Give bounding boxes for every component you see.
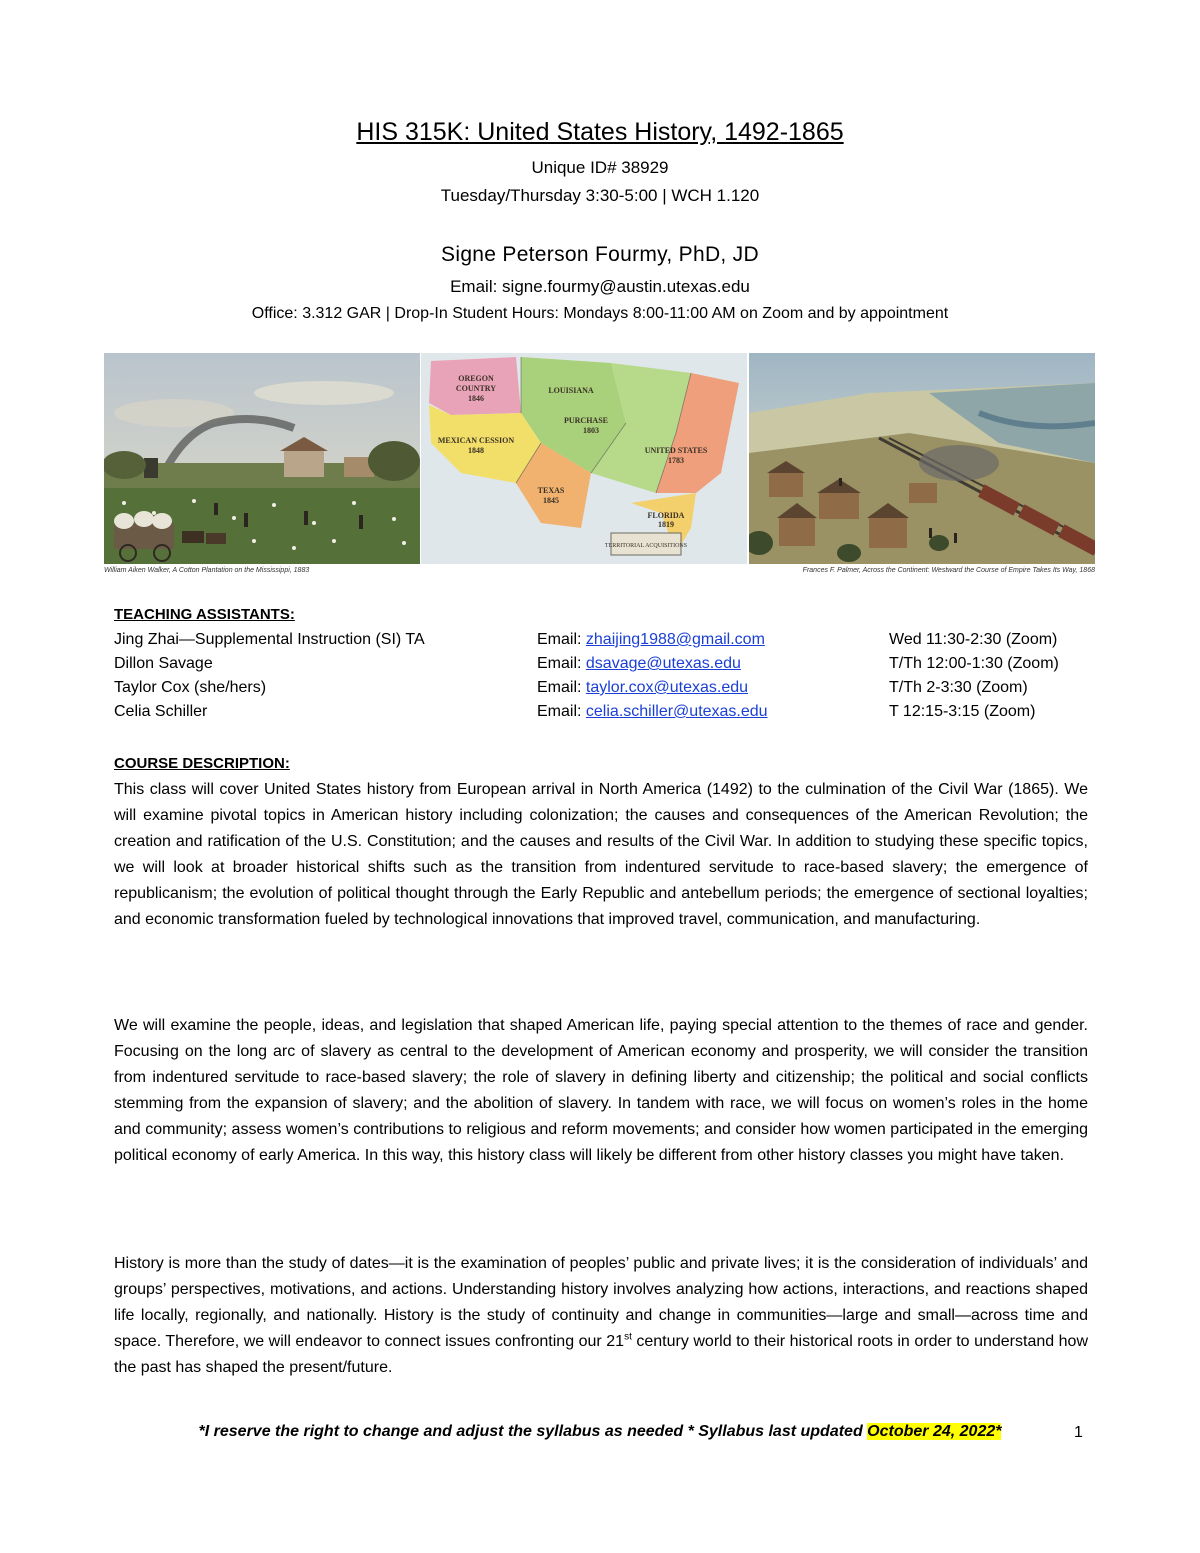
territorial-acquisitions-map <box>421 353 747 564</box>
image-caption-right: Frances F. Palmer, Across the Continent: Westward the Course of Empire Takes Its Way, 1868 <box>802 567 1095 574</box>
teaching-assistants-heading: TEACHING ASSISTANTS: <box>114 606 295 623</box>
instructor-email: Email: signe.fourmy@austin.utexas.edu <box>450 277 750 296</box>
ta-email-link[interactable]: celia.schiller@utexas.edu <box>585 703 768 720</box>
course-description-heading: COURSE DESCRIPTION: <box>114 755 290 772</box>
image-caption-left: William Aiken Walker, A Cotton Plantation on the Mississippi, 1883 <box>104 567 310 574</box>
updated-date-highlight: October 24, 2022* <box>867 1423 1002 1440</box>
map-label: PURCHASE <box>563 416 609 425</box>
ta-email-cell <box>537 679 748 697</box>
ta-row <box>0 655 1200 679</box>
class-schedule: Tuesday/Thursday 3:30-5:00 | WCH 1.120 <box>440 186 760 205</box>
ta-name: Jing Zhai—Supplemental Instruction (SI) TA <box>114 631 425 648</box>
ta-hours: Wed 11:30-2:30 (Zoom) <box>889 631 1058 648</box>
ta-email-link[interactable]: dsavage@utexas.edu <box>585 655 741 672</box>
ta-email-label: Email: <box>537 679 582 696</box>
instructor-name: Signe Peterson Fourmy, PhD, JD <box>441 243 759 266</box>
map-label: 1803 <box>583 426 599 435</box>
map-label: TEXAS <box>537 486 565 495</box>
description-paragraph-1: This class will cover United States history from European arrival in North America (1492) to the culmination of the Civil War (1865). We will examine pivotal topics in American history including colonization; the causes and consequences of the American Revolution; the creation and ratification of the U.S. Constitution; and the causes and results of the Civil War. In addition to studying these specific topics, we will look at broader historical shifts such as the transition from indentured servitude to race-based slavery; the emergence of republicanism; the evolution of political thought through the Early Republic and antebellum periods; the emergence of sectional loyalties; and economic transformation fueled by technological innovations that improved travel, communication, and manufacturing. <box>114 781 1088 928</box>
ta-row <box>0 679 1200 703</box>
map-label: 1846 <box>468 394 484 403</box>
ta-email-label: Email: <box>537 631 582 648</box>
map-label: MEXICAN CESSION <box>437 436 515 445</box>
ta-email-label: Email: <box>537 703 582 720</box>
map-label: FLORIDA <box>647 511 685 520</box>
paragraph-text: century world to their historical roots in order to understand how the past has shaped the present/future. <box>114 1333 1089 1376</box>
westward-railroad-painting <box>749 353 1095 564</box>
office-hours: Office: 3.312 GAR | Drop-In Student Hours: Mondays 8:00-11:00 AM on Zoom and by appointment <box>251 305 949 322</box>
ta-hours: T/Th 2-3:30 (Zoom) <box>889 679 1028 696</box>
ta-email-link[interactable]: taylor.cox@utexas.edu <box>585 679 749 696</box>
paragraph-text: History is more than the study of dates—it is the examination of peoples’ public and private lives; it is the consideration of individuals’ and groups’ perspectives, motivations, and actions. Understanding history involves analyzing how actions, interactions, and reactions shaped life locally, regionally, and nationally. History is the study of continuity and change in communities—large and small—across time and space. Therefore, we will endeavor to connect issues confronting our 21 <box>114 1255 1088 1350</box>
description-paragraph-3 <box>114 1251 1088 1381</box>
footer-note: *I reserve the right to change and adjust the syllabus as needed * Syllabus last updated <box>198 1423 868 1440</box>
page-number: 1 <box>1074 1424 1083 1441</box>
syllabus-footer <box>0 1423 1200 1441</box>
ta-email-cell <box>537 655 741 673</box>
ta-name: Taylor Cox (she/hers) <box>114 679 267 696</box>
ta-email-cell <box>537 703 768 721</box>
ta-name: Dillon Savage <box>114 655 213 672</box>
map-label: 1819 <box>658 520 674 529</box>
map-label: 1845 <box>543 496 559 505</box>
ta-hours: T/Th 12:00-1:30 (Zoom) <box>889 655 1059 672</box>
map-label: COUNTRY <box>455 384 497 393</box>
ta-row <box>0 703 1200 727</box>
description-paragraph-2: We will examine the people, ideas, and legislation that shaped American life, paying special attention to the themes of race and gender. Focusing on the long arc of slavery as central to the development of American economy and prosperity, we will consider the transition from indentured servitude to race-based slavery; the role of slavery in defining liberty and citizenship; the political and social conflicts stemming from the expansion of slavery; and the abolition of slavery. In tandem with race, we will focus on women’s roles in the home and community; assess women’s contributions to religious and reform movements; and consider how women participated in the emerging political economy of early America. In this way, this history class will likely be different from other history classes you might have taken. <box>114 1017 1088 1164</box>
page-title: HIS 315K: United States History, 1492-1865 <box>356 118 844 146</box>
map-label: LOUISIANA <box>548 386 594 395</box>
ordinal-superscript: st <box>624 1331 632 1343</box>
ta-email-cell <box>537 631 765 649</box>
cotton-plantation-painting <box>104 353 420 564</box>
ta-hours: T 12:15-3:15 (Zoom) <box>889 703 1036 720</box>
map-label: 1848 <box>468 446 484 455</box>
map-title: TERRITORIAL ACQUISITIONS <box>604 543 688 549</box>
ta-row <box>0 631 1200 655</box>
map-label: UNITED STATES <box>644 446 708 455</box>
map-label: 1783 <box>668 456 684 465</box>
ta-email-label: Email: <box>537 655 582 672</box>
ta-email-link[interactable]: zhaijing1988@gmail.com <box>585 631 765 648</box>
ta-name: Celia Schiller <box>114 703 208 720</box>
map-label: OREGON <box>458 374 494 383</box>
unique-id: Unique ID# 38929 <box>531 158 669 177</box>
